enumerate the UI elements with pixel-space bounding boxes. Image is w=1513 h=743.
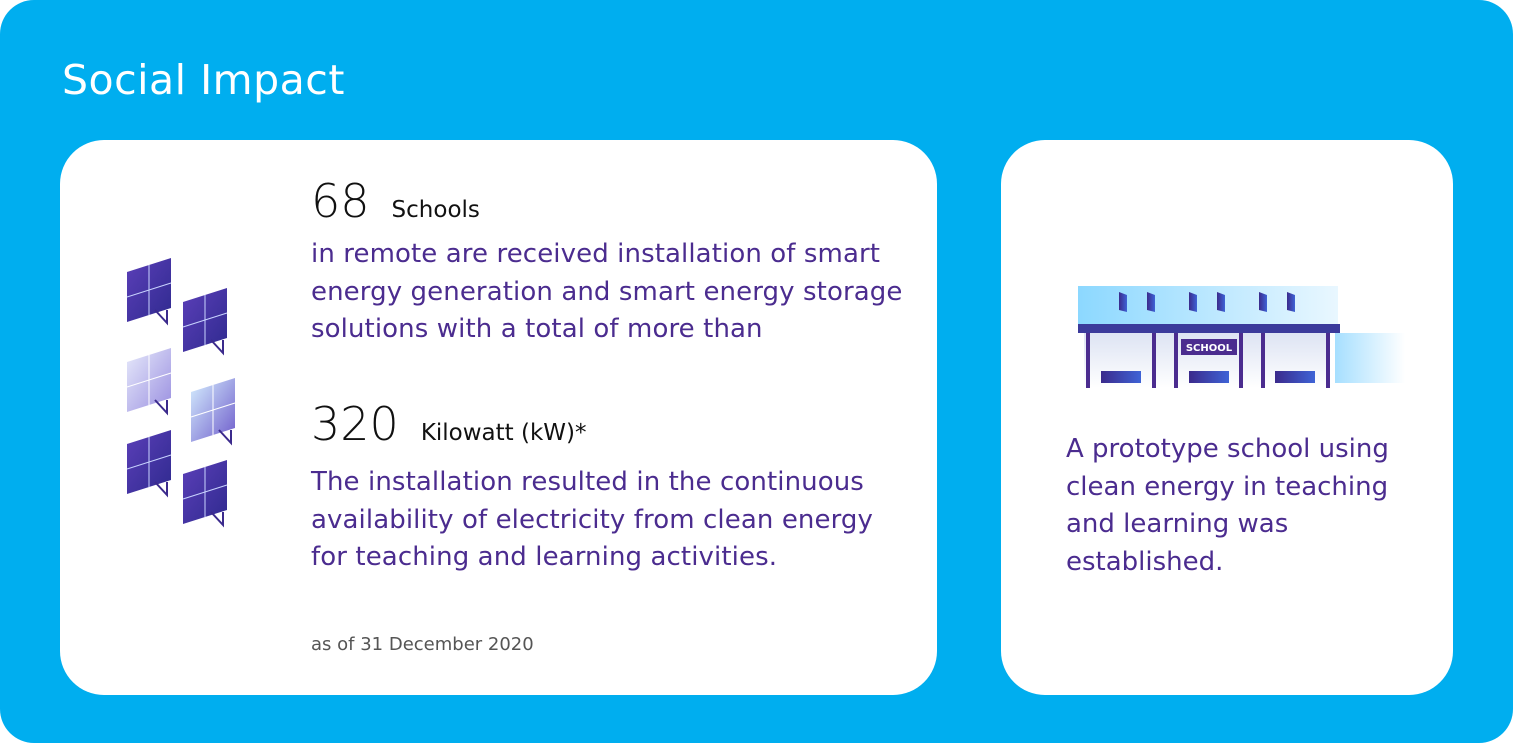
- solar-panel: [127, 430, 171, 495]
- solar-panel: [183, 288, 227, 353]
- solar-panel: [191, 378, 235, 443]
- schools-stat: [311, 174, 480, 228]
- solar-panel: [183, 460, 227, 525]
- schools-count: 68: [311, 174, 370, 228]
- date-note: as of 31 December 2020: [311, 634, 534, 655]
- solar-panel: [127, 348, 171, 413]
- result-description: The installation resulted in the continuous availability of electricity from clean energy for teaching and learning activities.: [311, 467, 874, 572]
- capacity-unit: Kilowatt (kW)*: [420, 420, 587, 446]
- school-sign: SCHOOL: [1185, 343, 1233, 354]
- school-card: [1001, 140, 1453, 695]
- prototype-caption: A prototype school using clean energy in teaching and learning was established.: [1066, 434, 1389, 577]
- school-building-icon: [1070, 280, 1410, 395]
- solar-panels-icon: [115, 250, 265, 540]
- capacity-stat: [311, 397, 587, 451]
- solar-panel: [127, 258, 171, 323]
- installation-description: in remote are received installation of smart energy generation and smart energy storage solutions with a total of more than: [311, 239, 903, 344]
- schools-unit: Schools: [391, 197, 480, 223]
- section-title: Social Impact: [62, 56, 345, 104]
- capacity-value: 320: [311, 397, 399, 451]
